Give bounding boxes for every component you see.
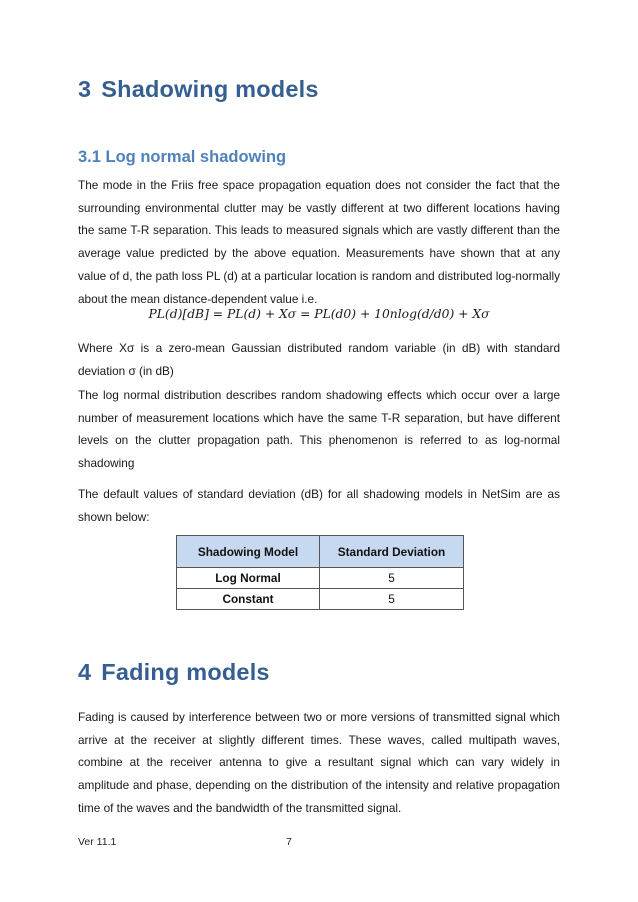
paragraph-fading: Fading is caused by interference between two or more versions of transmitted signal which arrive at the receiver at slightly different times. These waves, called multipath waves, combine at the receiver antenna to give a resultant signal which can vary widely in amplitude and phase, depending on the distribution of the intensity and relative propagation time of the waves and the bandwidth of the transmitted signal.: [78, 710, 560, 815]
footer-page-number: 7: [286, 836, 292, 848]
section-3-heading: [78, 76, 319, 103]
table-cell-model: Log Normal: [177, 568, 320, 589]
table-cell-model: Constant: [177, 589, 320, 610]
section-3-number: 3: [78, 76, 92, 102]
paragraph-default-values: The default values of standard deviation (dB) for all shadowing models in NetSim are as shown below:: [78, 487, 560, 524]
table-header-std: Standard Deviation: [320, 536, 464, 568]
table-cell-std: 5: [320, 568, 464, 589]
table-row: [177, 568, 464, 589]
section-3-title: Shadowing models: [101, 76, 319, 102]
section-4-number: 4: [78, 659, 92, 685]
paragraph-x-sigma: Where Xσ is a zero-mean Gaussian distributed random variable (in dB) with standard deviation σ (in dB): [78, 341, 560, 378]
table-row: [177, 589, 464, 610]
table-header-model: Shadowing Model: [177, 536, 320, 568]
subsection-3-1-heading: 3.1 Log normal shadowing: [78, 148, 287, 166]
paragraph-friis: The mode in the Friis free space propagation equation does not consider the fact that the surrounding environmental clutter may be vastly different at two different locations having the same T-R separation. This leads to measured signals which are vastly different than the average value predicted by the above equation. Measurements have shown that at any value of d, the path loss PL (d) at a particular location is random and distributed log-normally about the mean distance-dependent value i.e.: [78, 178, 560, 306]
table-cell-std: 5: [320, 589, 464, 610]
shadowing-std-table: [176, 535, 464, 610]
paragraph-log-normal: The log normal distribution describes random shadowing effects which occur over a large number of measurement locations which have the same T-R separation, but have different levels on the clutter propagation path. This phenomenon is referred to as log-normal shadowing: [78, 388, 560, 471]
section-4-title: Fading models: [101, 659, 270, 685]
table-header-row: [177, 536, 464, 568]
section-4-heading: [78, 659, 270, 686]
path-loss-equation: PL(d)[dB] = PL(d) + Xσ = PL(d0) + 10nlog(d/d0) + Xσ: [148, 307, 490, 321]
footer-version: Ver 11.1: [78, 836, 117, 848]
